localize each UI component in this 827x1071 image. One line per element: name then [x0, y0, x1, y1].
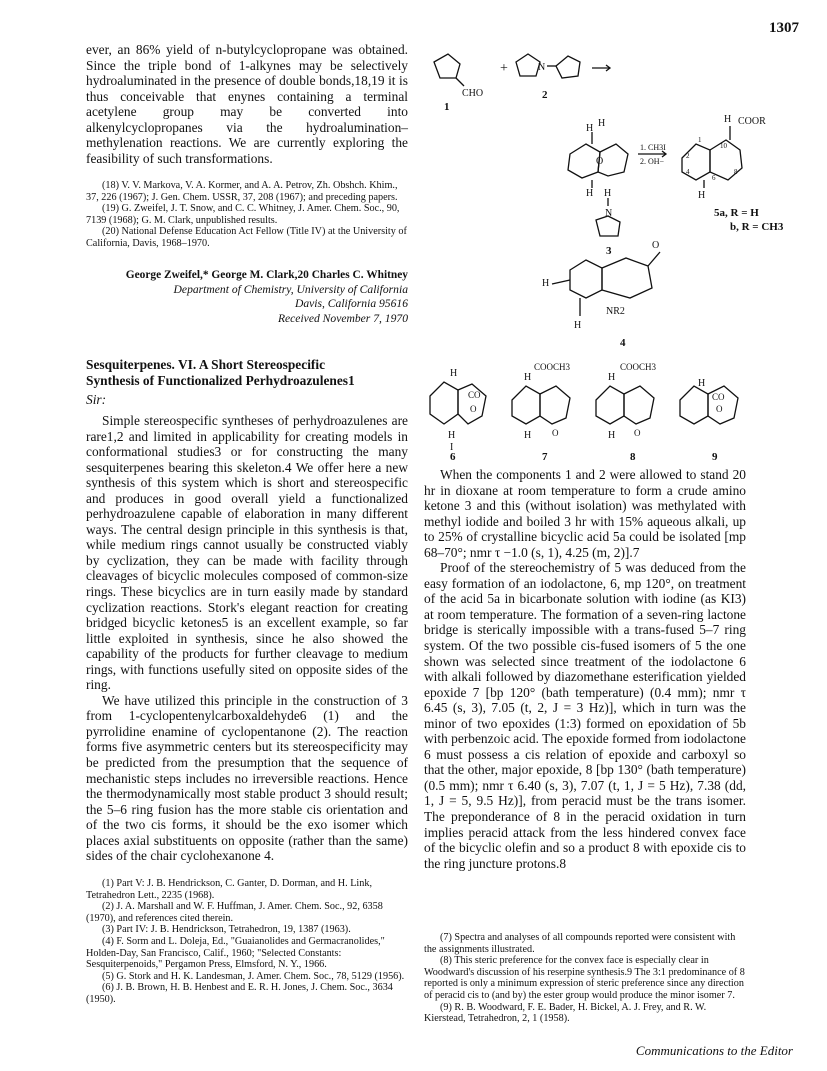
h-atom-label: H	[586, 123, 594, 134]
h-atom-label: H	[604, 188, 612, 199]
num-label: 4	[686, 168, 690, 176]
coor-label: COOR	[738, 116, 766, 127]
compound-2	[516, 54, 580, 101]
h-atom-label: H	[524, 372, 532, 383]
num-label: 1	[698, 136, 702, 144]
h-atom-label: H	[608, 372, 616, 383]
compound-9-label: 9	[712, 451, 718, 460]
paragraph-2: We have utilized this principle in the construction of 3 from 1-cyclopentenylcarboxaldehyde6 (1) and the pyrrolidine enamine of cyclopentanone (2). The reaction forms five asymmetric centers but its stereospecificity may be predicted from the presumption that the sequence of mechanistic steps includes no irreversible reactions. Hence the thermodynamically most stable product 3 should result; the 5–6 ring fusion has the more stable cis orientation and of the two cis forms, it should be the exo isomer which places axial substituents on opposite (rather than the same) sides of the chair cyclohexanone 4.	[86, 692, 408, 864]
o-atom-label: O	[470, 404, 477, 414]
author-names: George Zweifel,* George M. Clark,20 Charles C. Whitney	[125, 269, 408, 281]
nr2-label: NR2	[606, 306, 625, 317]
paragraph-4: Proof of the stereochemistry of 5 was deduced from the easy formation of an iodolactone, 6, mp 120°, on treatment of the acid 5a in bicarbonate solution with iodine (as KI3) at room temperature. The formation of a seven-ring lactone bridge is sterically impossible with a trans-fused 5–7 ring system. Of the two possible cis-fused isomers of 5 the one shown was selected since treatment of the iodolactone 6 with alkali followed by diazomethane esterification yielded epoxide 7 [bp 120° (bath temperature) (0.4 mm); nmr τ 6.45 (s, 3), 7.05 (t, 2, J = 3 Hz)], which in turn was the minor of two epoxides (1:3) formed on epoxidation of 5b with perbenzoic acid. The epoxide formed from iodolactone 6 must possess a cis relation of epoxide and carboxyl so that the other, major epoxide, 8 [bp 130° (bath temperature) (0.5 mm); nmr τ 6.40 (s, 3), 7.07 (t, 1, J = 5 Hz), 7.38 (dd, 1, J = 5, 9.5 Hz)], from peracid must be the trans isomer. The preponderance of 8 in the peracid oxidation in turn implies peracid attack from the less hindered convex face of the bicyclic olefin and so a product 8 with epoxide cis to the ring juncture protons.8	[424, 560, 746, 871]
compound-7	[512, 362, 571, 460]
footnote-4: (4) F. Sorm and L. Doleja, Ed., "Guaianolides and Germacranolides," Holden-Day, San Francisco, Calif., 1960; "Selected Constants: Sesquiterpenoids," Pergamon Press, Elmsford, N. Y., 1966.	[86, 935, 385, 971]
footnote-2: (2) J. A. Marshall and W. F. Huffman, J. Amer. Chem. Soc., 92, 6358 (1970), and references cited therein.	[86, 901, 383, 924]
intro-paragraph	[86, 42, 408, 166]
h-atom-label: H	[542, 278, 550, 289]
footnote-5: (5) G. Stork and H. K. Landesman, J. Amer. Chem. Soc., 78, 5129 (1956).	[102, 970, 405, 982]
step-1-label: 1. CH3I	[640, 143, 666, 152]
city: Davis, California 95616	[294, 297, 408, 311]
o-atom-label: O	[716, 404, 723, 414]
compound-5	[682, 114, 784, 233]
o-atom-label: O	[552, 428, 559, 438]
co-label: CO	[712, 392, 725, 402]
compound-9	[680, 378, 738, 460]
received-date: Received November 7, 1970	[277, 311, 408, 325]
h-atom-label: H	[574, 320, 582, 331]
o-atom-label: O	[652, 240, 660, 251]
page-footer: Communications to the Editor	[635, 1043, 793, 1058]
compound-6	[430, 368, 486, 460]
n-atom-label: N	[538, 62, 546, 73]
intro-text: ever, an 86% yield of n-butylcyclopropane was obtained. Since the triple bond of 1-alkynes may be selectively hydroaluminated in the presence of double bonds,18,19 it is thus conceivable that enynes containing a terminal acetylene group may be converted into alkenylcyclopropanes via the hydroalumination–methylenation reactions. We are currently exploring the feasibility of such transformations.	[86, 42, 408, 166]
signature-block	[86, 268, 408, 326]
footnote-1: (1) Part V: J. B. Hendrickson, C. Ganter, D. Dorman, and H. Link, Tetrahedron Lett., 2235 (1968).	[86, 878, 372, 901]
compound-2-label: 2	[542, 89, 548, 101]
compound-6-label: 6	[450, 451, 456, 460]
h-atom-label: H	[586, 188, 594, 199]
o-atom-label: O	[596, 156, 604, 167]
h-atom-label: H	[450, 368, 458, 379]
num-label: 8	[734, 168, 738, 176]
footnotes-bottom	[86, 878, 408, 1006]
article-title-line1: Sesquiterpenes. VI. A Short Stereospecific	[86, 357, 326, 372]
compound-4-label: 4	[620, 337, 626, 349]
footnote-8: (8) This steric preference for the convex face is especially clear in Woodward's discussion of his reserpine synthesis.9 The 3:1 predominance of 8 reported is only a minimum expression of steric preference since any direction of peracid cis to (and by) the ester group would produce the minor isomer 7.	[424, 955, 745, 1001]
compound-5a-label: 5a, R = H	[714, 207, 759, 219]
footnote-18: (18) V. V. Markova, V. A. Kormer, and A. A. Petrov, Zh. Obshch. Khim., 37, 226 (1967); J. Gen. Chem. USSR, 37, 208 (1967); and preceding papers.	[86, 180, 398, 203]
footnote-3: (3) Part IV: J. B. Hendrickson, Tetrahedron, 19, 1387 (1963).	[102, 924, 351, 936]
h-atom-label: H	[448, 430, 456, 441]
step-2-label: 2. OH−	[640, 157, 665, 166]
h-atom-label: H	[608, 430, 616, 441]
article-title	[86, 357, 416, 388]
compound-3	[568, 118, 628, 257]
cho-label: CHO	[462, 88, 484, 99]
footnotes-top	[86, 180, 408, 250]
compound-4	[542, 240, 660, 349]
compound-1	[434, 54, 483, 113]
cooch3-label: COOCH3	[534, 362, 571, 372]
compound-5b-label: b, R = CH3	[730, 221, 784, 233]
footnotes-right	[424, 932, 746, 1025]
o-atom-label: O	[634, 428, 641, 438]
footnote-9: (9) R. B. Woodward, F. E. Bader, H. Bickel, A. J. Frey, and R. W. Kierstead, Tetrahedron, 2, 1 (1958).	[424, 1001, 707, 1025]
h-atom-label: H	[524, 430, 532, 441]
h-atom-label: H	[724, 114, 732, 125]
paragraph-3: When the components 1 and 2 were allowed to stand 20 hr in dioxane at room temperature to form a crude amino ketone 3 and this (without isolation) was methylated with methyl iodide and boiled 3 hr with 15% aqueous alkali, up to 25% of crystalline bicyclic acid 5a could be isolated [mp 68–70°; nmr τ −1.0 (s, 1), 4.25 (m, 2)].7	[424, 467, 746, 560]
article-title-line2: Synthesis of Functionalized Perhydroazulenes1	[86, 372, 355, 388]
footnote-6: (6) J. B. Brown, H. B. Henbest and E. R. H. Jones, J. Chem. Soc., 3634 (1950).	[86, 982, 393, 1005]
compound-8-label: 8	[630, 451, 636, 460]
co-label: CO	[468, 390, 481, 400]
num-label: 2	[686, 152, 690, 160]
footnote-7: (7) Spectra and analyses of all compounds reported were consistent with the assignments illustrated.	[424, 932, 736, 955]
i-atom-label: I	[450, 442, 454, 453]
salutation: Sir:	[86, 392, 107, 407]
reaction-scheme	[420, 40, 800, 460]
h-atom-label: H	[598, 118, 606, 129]
compound-8	[596, 362, 657, 460]
reagent-arrow	[638, 143, 666, 166]
compound-1-label: 1	[444, 101, 450, 113]
body-right	[424, 467, 746, 871]
plus-sign: +	[500, 61, 508, 76]
department: Department of Chemistry, University of California	[173, 282, 408, 296]
paragraph-1: Simple stereospecific syntheses of perhydroazulenes are rare1,2 and limited in applicability for creating models in conformational studies3 or for constructing the many sesquiterpenes bearing this skeleton.4 We offer here a new synthesis of this system which is short and stereospecific and produces in good overall yield a functionalized perhydroazulene capable of elaboration in many different ways. The central design principle in this synthesis is that, while medium rings cannot usually be constructed viably by cyclization, they can be made with facility through cleavages of bicyclic molecules composed of common-size rings. These bicyclics are in turn easily made by standard cyclization reactions. Stork's elegant reaction for creating bridged bicyclic ketones5 is an excellent example, so far little exploited in synthesis, since he also showed the capability of the products for further cleavage to medium rings, with functions usefully sited on opposite sides of the ring.	[86, 413, 408, 693]
cooch3-label: COOCH3	[620, 362, 657, 372]
num-label: 6	[712, 174, 716, 182]
footnote-20: (20) National Defense Education Act Fellow (Title IV) at the University of California, Davis, 1968–1970.	[86, 226, 407, 249]
page-number: 1307	[769, 20, 799, 36]
h-atom-label: H	[698, 190, 706, 201]
h-atom-label: H	[698, 378, 706, 389]
compound-3-label: 3	[606, 245, 612, 257]
footnote-19: (19) G. Zweifel, J. T. Snow, and C. C. Whitney, J. Amer. Chem. Soc., 90, 7139 (1968); G. M. Clark, unpublished results.	[86, 203, 400, 226]
num-label: 10	[720, 142, 727, 150]
body-left	[86, 413, 408, 864]
compound-7-label: 7	[542, 451, 548, 460]
n-atom-label: N	[605, 208, 613, 219]
